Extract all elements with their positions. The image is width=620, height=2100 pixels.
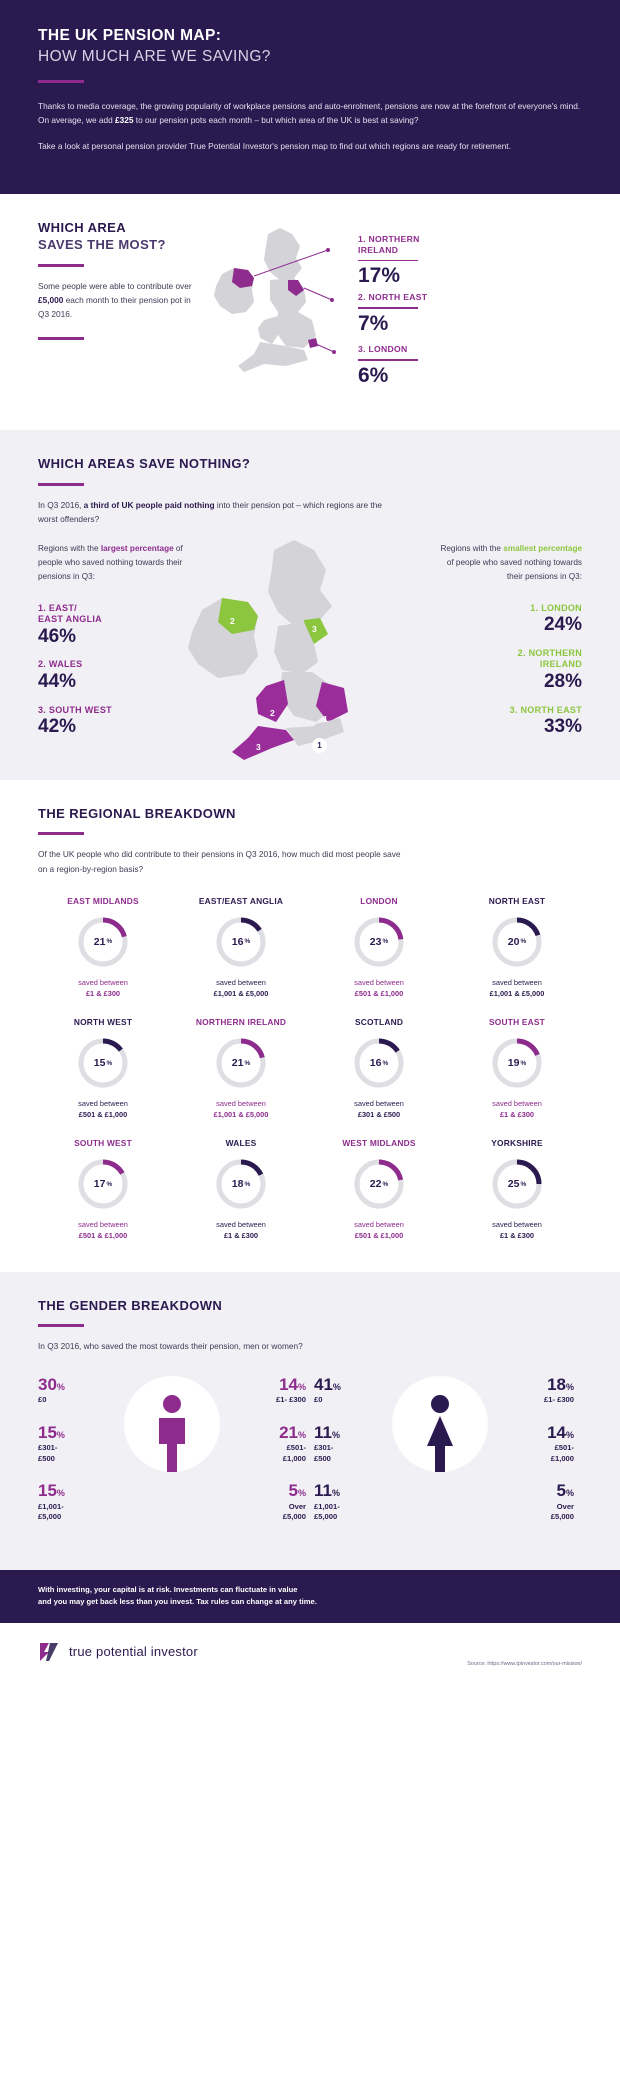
donut-value: 25 %	[507, 1178, 527, 1191]
region-range: £501 & £1,000	[78, 1110, 128, 1120]
donut-value: 19 %	[507, 1057, 527, 1070]
gender-columns	[38, 1376, 582, 1541]
region-stat-card	[452, 1138, 582, 1241]
region-name: YORKSHIRE	[491, 1138, 543, 1149]
section3-lede: Of the UK people who did contribute to their pensions in Q3 2016, how much did most people save on a region-by-region basis?	[38, 849, 401, 874]
gender-stat-label: £0	[38, 1395, 47, 1405]
region-stat-card	[452, 896, 582, 999]
section4-rule	[38, 1324, 84, 1327]
best-2-line2: IRELAND	[539, 659, 582, 670]
callout-1-name-line2: IRELAND	[358, 245, 399, 256]
region-stat-card	[38, 1138, 168, 1241]
region-range: £1,001 & £5,000	[489, 988, 545, 998]
region-stat-card	[314, 1017, 444, 1120]
section2-lede	[38, 498, 398, 526]
header-p1-a: Thanks to media coverage, the growing popularity of workplace pensions and auto-enrolment, pensions are now at the forefront of everyone's mind. On average, we add	[38, 100, 581, 126]
header-paragraph-2: Take a look at personal pension provider True Potential Investor's pension map to find out which regions are ready for retirement.	[38, 140, 511, 151]
gender-stat-label: £1,001- £5,000	[314, 1501, 340, 1522]
map-marker-1-badge: 1	[312, 738, 327, 753]
section2-map-area	[188, 542, 432, 753]
region-name: NORTH EAST	[488, 895, 546, 906]
donut-value: 21 %	[231, 1057, 251, 1070]
worst-2-name	[38, 659, 188, 670]
women-left-stats	[306, 1376, 384, 1541]
region-name: WEST MIDLANDS	[342, 1138, 416, 1149]
region-stat-card	[38, 896, 168, 999]
region-stat-card	[38, 1017, 168, 1120]
worst-3-rank: 3.	[38, 704, 47, 715]
region-note: saved between £301 & £500	[314, 1098, 444, 1120]
section1-map-area	[208, 220, 582, 400]
right-intro-emph: smallest percentage	[503, 544, 582, 554]
gender-stat	[228, 1424, 306, 1464]
title-line-1: THE UK PENSION MAP:	[38, 27, 222, 44]
section2-right-intro	[432, 542, 582, 583]
disclaimer-line-1: With investing, your capital is at risk. Investments can fluctuate in value	[38, 1585, 298, 1595]
list-item	[38, 603, 188, 647]
section1-title-line2: SAVES THE MOST?	[38, 237, 166, 253]
region-range: £1 & £300	[499, 1231, 535, 1241]
map-marker-2-purple: 2	[270, 708, 275, 719]
donut-value: 23 %	[369, 935, 389, 948]
worst-3-value: 42%	[38, 715, 77, 737]
gender-stat-value: 15%	[38, 1422, 65, 1442]
map-marker-2-green: 2	[230, 616, 235, 627]
callout-1-value: 17%	[358, 264, 401, 288]
gender-stat-value: 14%	[547, 1422, 574, 1442]
callout-2-name-line1: NORTH EAST	[368, 292, 428, 303]
section1-rule-top	[38, 264, 84, 267]
uk-map-saves-most	[208, 224, 348, 399]
section3-title: THE REGIONAL BREAKDOWN	[38, 805, 236, 821]
women-right-stats	[496, 1376, 574, 1541]
gender-stat	[38, 1482, 116, 1522]
best-1-rank: 1.	[530, 603, 539, 614]
region-name: EAST MIDLANDS	[67, 895, 139, 906]
region-note: saved between £501 & £1,000	[38, 1098, 168, 1120]
map-marker-1-purple: 1	[323, 714, 328, 725]
donut-chart	[76, 1157, 130, 1211]
female-figure-icon	[413, 1394, 467, 1472]
list-item	[38, 659, 188, 692]
section1-lede-c: each month to their pension pot in Q3 2016.	[38, 295, 191, 320]
gender-stat-label: £1,001- £5,000	[38, 1501, 64, 1522]
region-name: SOUTH WEST	[74, 1138, 132, 1149]
region-range: £1 & £300	[223, 1231, 259, 1241]
donut-chart	[352, 1036, 406, 1090]
gender-stat-value: 5%	[556, 1480, 574, 1500]
left-intro-c: of people who saved nothing towards their pensions in Q3:	[38, 544, 183, 581]
donut-chart	[76, 1036, 130, 1090]
callout-northern-ireland	[358, 234, 420, 287]
section4-lede: In Q3 2016, who saved the most towards their pension, men or women?	[38, 1341, 303, 1352]
best-1-value: 24%	[543, 614, 582, 636]
gender-stat	[228, 1376, 306, 1406]
footer	[0, 1623, 620, 1679]
list-item	[38, 705, 188, 738]
callout-1-name	[358, 234, 420, 255]
callout-3-bar	[358, 359, 418, 361]
worst-1-rank: 1.	[38, 603, 47, 614]
gender-stat	[314, 1482, 384, 1522]
region-name: SCOTLAND	[354, 1016, 404, 1027]
brand-name: true potential investor	[69, 1644, 198, 1660]
title-line-2: HOW MUCH ARE WE SAVING?	[38, 47, 271, 65]
gender-stat-value: 14%	[279, 1374, 306, 1394]
section-gender-breakdown	[0, 1272, 620, 1571]
best-2-rank: 2.	[517, 648, 526, 659]
female-figure-wrap	[384, 1376, 496, 1472]
callout-1-name-line1: NORTHERN	[368, 234, 420, 245]
men-left-stats	[38, 1376, 116, 1541]
best-3-value: 33%	[543, 715, 582, 737]
callout-north-east	[358, 292, 427, 334]
section2-lede-a: In Q3 2016,	[38, 500, 84, 511]
section1-title-line1: WHICH AREA	[38, 220, 127, 236]
donut-value: 20 %	[507, 935, 527, 948]
section2-lede-c: into their pension pot – which regions are the worst offenders?	[38, 500, 383, 525]
callout-1-rank: 1.	[358, 234, 366, 245]
section2-best-column	[432, 542, 582, 749]
callout-2-value: 7%	[358, 311, 389, 335]
region-note: saved between £1 & £300	[452, 1219, 582, 1241]
header-p1-amount: £325	[115, 115, 134, 126]
regional-donut-grid	[38, 896, 582, 1242]
right-intro-c: of people who saved nothing towards their pensions in Q3:	[446, 558, 582, 581]
worst-1-line2: EAST ANGLIA	[38, 614, 102, 625]
best-2-value: 28%	[543, 670, 582, 692]
region-note: saved between £501 & £1,000	[38, 1219, 168, 1241]
region-note: saved between £501 & £1,000	[314, 977, 444, 999]
gender-stat-value: 15%	[38, 1480, 65, 1500]
donut-value: 18 %	[231, 1178, 251, 1191]
callout-2-bar	[358, 307, 418, 309]
disclaimer-line-2: and you may get back less than you invest. Tax rules can change at any time.	[38, 1597, 317, 1607]
region-note: saved between £1,001 & £5,000	[176, 977, 306, 999]
donut-chart	[490, 1157, 544, 1211]
left-intro-a: Regions with the	[38, 544, 101, 554]
donut-value: 21 %	[93, 935, 113, 948]
best-3-line1: NORTH EAST	[520, 704, 582, 715]
best-1-line1: LONDON	[541, 603, 582, 614]
callout-london	[358, 344, 418, 386]
section1-title	[38, 220, 200, 254]
donut-chart	[352, 1157, 406, 1211]
worst-1-line1: EAST/	[48, 603, 77, 614]
header	[0, 0, 620, 194]
best-3-rank: 3.	[509, 704, 518, 715]
gender-stat-label: £301- £500	[314, 1443, 334, 1463]
gender-stat	[314, 1376, 384, 1406]
male-figure-circle	[124, 1376, 220, 1472]
header-p1-c: to our pension pots each month – but which area of the UK is best at saving?	[133, 115, 419, 126]
men-right-stats	[228, 1376, 306, 1541]
best-rank-list	[432, 603, 582, 738]
section4-title: THE GENDER BREAKDOWN	[38, 1297, 223, 1313]
callout-2-name	[358, 292, 427, 303]
female-figure-circle	[392, 1376, 488, 1472]
worst-2-line1: WALES	[48, 659, 83, 670]
region-stat-card	[314, 1138, 444, 1241]
gender-stat-value: 30%	[38, 1374, 65, 1394]
callout-3-name-line1: LONDON	[368, 344, 408, 355]
gender-stat	[38, 1376, 116, 1406]
map-marker-3-purple: 3	[256, 742, 261, 753]
region-name: NORTH WEST	[73, 1016, 133, 1027]
region-name: LONDON	[360, 895, 398, 906]
region-note: saved between £1,001 & £5,000	[176, 1098, 306, 1120]
left-intro-emph: largest percentage	[100, 544, 174, 554]
section-saves-the-most	[0, 194, 620, 430]
gender-stat	[496, 1376, 574, 1406]
region-name: EAST/EAST ANGLIA	[198, 895, 284, 906]
gender-stat-label: £0	[314, 1395, 323, 1405]
section2-title: WHICH AREAS SAVE NOTHING?	[38, 456, 251, 472]
section2-lede-b: a third of UK people paid nothing	[83, 500, 215, 511]
gender-stat	[38, 1424, 116, 1464]
donut-value: 15 %	[93, 1057, 113, 1070]
donut-chart	[490, 915, 544, 969]
section3-rule	[38, 832, 84, 835]
gender-stat-label: Over £5,000	[550, 1501, 574, 1522]
section-save-nothing	[0, 430, 620, 779]
donut-chart	[352, 915, 406, 969]
gender-stat-label: £501- £1,000	[550, 1443, 574, 1463]
gender-stat-label: £301- £500	[38, 1443, 58, 1463]
section2-worst-column	[38, 542, 188, 749]
gender-stat-value: 18%	[547, 1374, 574, 1394]
region-range: £1,001 & £5,000	[213, 1110, 269, 1120]
worst-3-line1: SOUTH WEST	[48, 704, 112, 715]
region-name: SOUTH EAST	[489, 1016, 545, 1027]
gender-stat	[496, 1424, 574, 1464]
gender-stat-label: Over £5,000	[282, 1501, 306, 1522]
gender-stat	[228, 1482, 306, 1522]
region-name: WALES	[225, 1138, 257, 1149]
region-stat-card	[314, 896, 444, 999]
region-stat-card	[176, 1138, 306, 1241]
title-rule	[38, 80, 84, 83]
region-stat-card	[176, 896, 306, 999]
map-marker-3-green: 3	[312, 624, 317, 635]
worst-2-rank: 2.	[38, 659, 47, 670]
region-stat-card	[176, 1017, 306, 1120]
region-range: £1 & £300	[499, 1110, 535, 1120]
disclaimer	[0, 1570, 620, 1622]
uk-map-save-nothing	[182, 536, 372, 801]
donut-chart	[214, 1157, 268, 1211]
region-note: saved between £1 & £300	[176, 1219, 306, 1241]
section1-text-column	[38, 220, 208, 400]
header-paragraph-1	[38, 99, 582, 128]
gender-stat-label: £501- £1,000	[282, 1443, 306, 1463]
donut-value: 16 %	[231, 935, 251, 948]
region-note: saved between £1 & £300	[38, 977, 168, 999]
section1-rule-bottom	[38, 337, 84, 340]
section1-lede	[38, 279, 200, 321]
gender-stat-value: 5%	[288, 1480, 306, 1500]
gender-stat-value: 11%	[314, 1422, 340, 1442]
worst-rank-list	[38, 603, 188, 738]
source-note: Source: https://www.tpinvestor.com/our-mission/	[467, 1660, 582, 1667]
callout-3-value: 6%	[358, 363, 389, 387]
donut-value: 17 %	[93, 1178, 113, 1191]
worst-1-name	[38, 603, 188, 626]
region-range: £1,001 & £5,000	[213, 988, 269, 998]
donut-chart	[76, 915, 130, 969]
male-figure-wrap	[116, 1376, 228, 1472]
callout-3-rank: 3.	[358, 344, 366, 355]
gender-stat-value: 11%	[314, 1480, 340, 1500]
gender-stat-value: 41%	[314, 1374, 341, 1394]
region-name: NORTHERN IRELAND	[195, 1016, 287, 1027]
list-item	[432, 603, 582, 636]
callout-3-name	[358, 344, 418, 355]
gender-stat	[496, 1482, 574, 1522]
donut-value: 22 %	[369, 1178, 389, 1191]
region-range: £501 & £1,000	[354, 988, 404, 998]
region-note: saved between £501 & £1,000	[314, 1219, 444, 1241]
donut-value: 16 %	[369, 1057, 389, 1070]
region-stat-card	[452, 1017, 582, 1120]
gender-stat-value: 21%	[279, 1422, 306, 1442]
region-range: £301 & £500	[357, 1110, 401, 1120]
section1-lede-a: Some people were able to contribute over	[38, 281, 192, 292]
gender-stat-label: £1- £300	[276, 1395, 306, 1405]
best-3-name	[432, 705, 582, 716]
region-range: £501 & £1,000	[354, 1231, 404, 1241]
worst-1-value: 46%	[38, 625, 77, 647]
donut-chart	[490, 1036, 544, 1090]
section2-left-intro	[38, 542, 188, 583]
gender-stat-label: £1- £300	[544, 1395, 574, 1405]
list-item	[432, 705, 582, 738]
callout-2-rank: 2.	[358, 292, 366, 303]
brand-logo-icon	[38, 1641, 60, 1663]
callout-1-bar	[358, 260, 418, 262]
gender-stat	[314, 1424, 384, 1464]
best-2-line1: NORTHERN	[528, 648, 582, 659]
section-regional-breakdown	[0, 780, 620, 1272]
best-2-name	[432, 648, 582, 671]
page-title	[38, 26, 582, 68]
best-1-name	[432, 603, 582, 614]
donut-chart	[214, 1036, 268, 1090]
region-note: saved between £1,001 & £5,000	[452, 977, 582, 999]
section2-rule	[38, 483, 84, 486]
region-note: saved between £1 & £300	[452, 1098, 582, 1120]
region-range: £501 & £1,000	[78, 1231, 128, 1241]
male-figure-icon	[147, 1394, 197, 1472]
donut-chart	[214, 915, 268, 969]
list-item	[432, 648, 582, 692]
section1-lede-amount: £5,000	[38, 295, 64, 306]
right-intro-a: Regions with the	[440, 544, 504, 554]
worst-3-name	[38, 705, 188, 716]
region-range: £1 & £300	[85, 988, 121, 998]
worst-2-value: 44%	[38, 670, 77, 692]
